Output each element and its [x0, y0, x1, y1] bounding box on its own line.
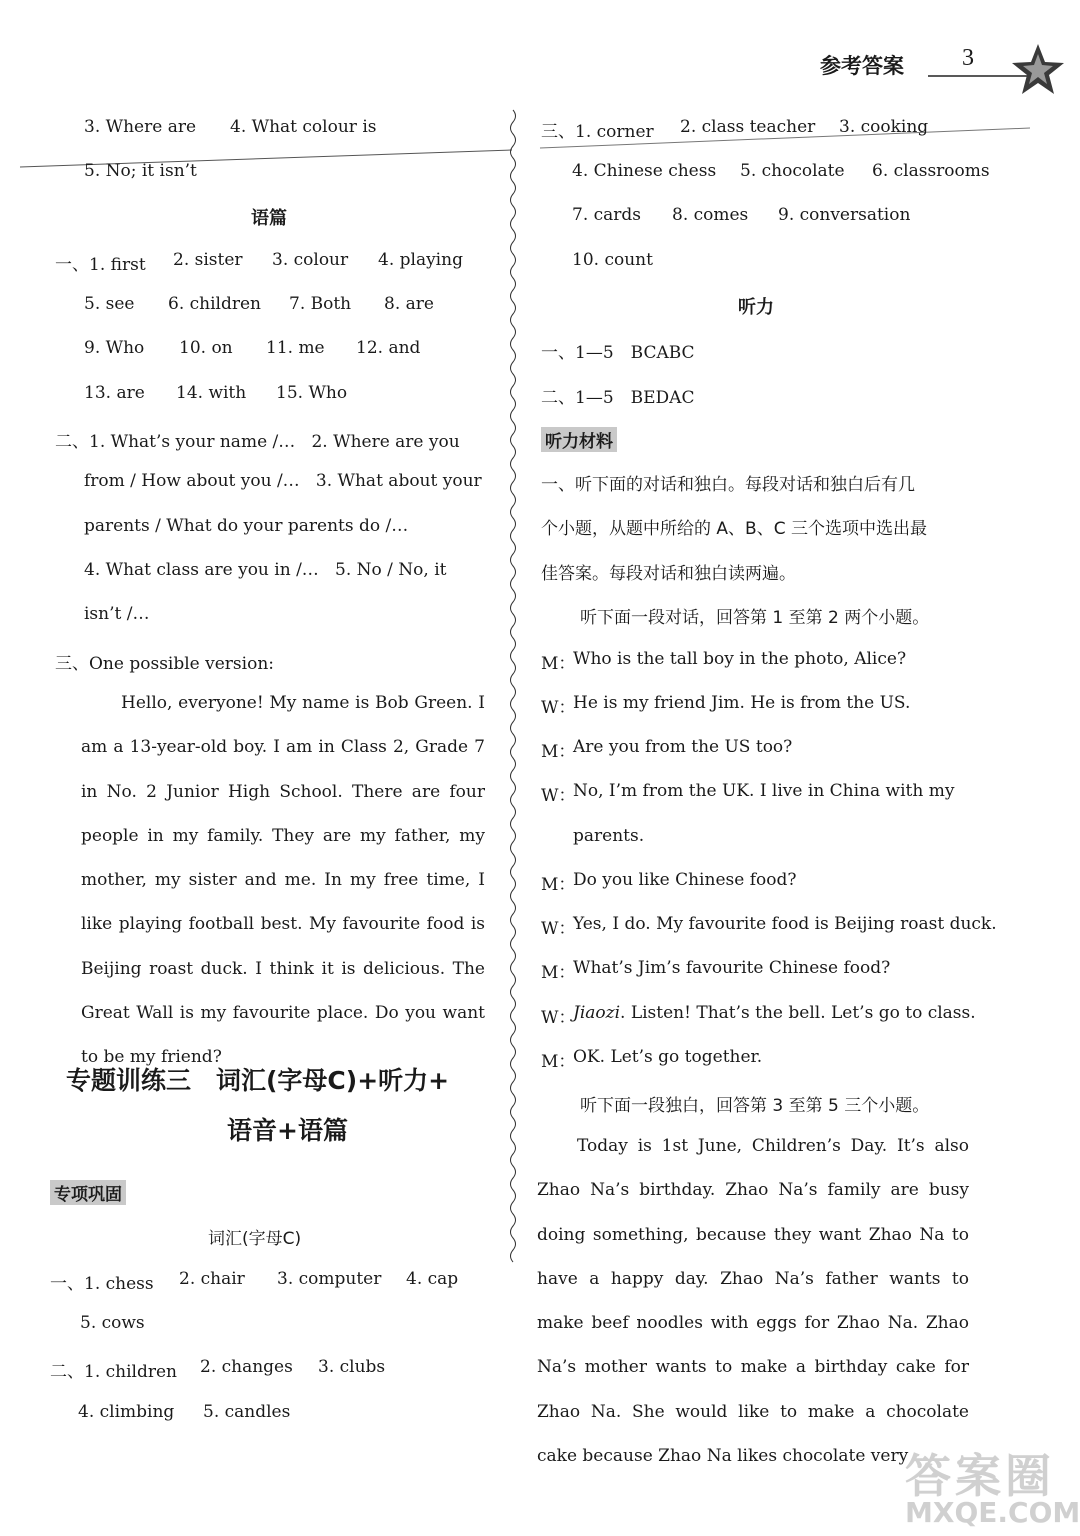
dialogue-speaker: W： [541, 919, 576, 939]
s1-item: 11. me [266, 338, 325, 358]
dialogue-speaker: W： [541, 1008, 576, 1028]
v3-item: 三、1. corner [541, 122, 654, 142]
v2-item: 2. changes [200, 1357, 293, 1377]
dialogue-speaker: W： [541, 786, 576, 806]
s1-item: 8. are [384, 294, 434, 314]
v3-item: 6. classrooms [872, 161, 990, 181]
dialogue-text: Are you from the US too? [573, 737, 793, 757]
s1-item: 15. Who [276, 383, 348, 403]
dialogue-text: OK. Let’s go together. [573, 1047, 763, 1067]
section-title-line1: 专题训练三 词汇(字母C)+听力+ [66, 1066, 450, 1095]
listening-material-label: 听力材料 [541, 427, 617, 452]
s1-item: 7. Both [289, 294, 352, 314]
answer-5: 5. No; it isn’t [84, 161, 197, 181]
v2-item: 5. candles [203, 1402, 291, 1422]
listening-answer: 一、1—5 BCABC [541, 343, 695, 363]
watermark-logo: 答案圈 [905, 1449, 1055, 1503]
dialogue-line [573, 1003, 976, 1023]
v3-item: 10. count [572, 250, 653, 270]
instruction-line: 个小题，从题中所给的 A、B、C 三个选项中选出最 [541, 519, 927, 539]
dialogue-speaker: M： [541, 963, 576, 983]
v3-item: 3. cooking [839, 117, 929, 137]
s1-item: 一、1. first [55, 255, 146, 275]
s1-item: 2. sister [173, 250, 243, 270]
dialogue-text: Yes, I do. My favourite food is Beijing roast duck. [573, 914, 997, 934]
consolidate-label: 专项巩固 [50, 1180, 126, 1205]
dialogue-italic-word: Jiaozi [573, 1003, 621, 1023]
dialogue-text: parents. [573, 826, 645, 846]
sample-essay: Hello, everyone! My name is Bob Green. I am a 13-year-old boy. I am in Class 2, Grade 7 in No. 2 Junior High School. There are four people in my family. They are my father, my mother, my sister and me. In my free time, I like playing football best. My favourite food is Beijing roast duck. I think it is delicious. The Great Wall is my favourite place. Do you want to be my friend? [81, 693, 485, 1068]
s2-line: parents / What do your parents do /… [84, 516, 409, 536]
s2-line: 4. What class are you in /… 5. No / No, it [84, 560, 447, 580]
dialogue-text: What’s Jim’s favourite Chinese food? [573, 958, 891, 978]
v3-item: 5. chocolate [740, 161, 845, 181]
yupian-heading: 语篇 [251, 208, 287, 229]
v1-item: 5. cows [80, 1313, 145, 1333]
v1-item: 2. chair [179, 1269, 245, 1289]
s1-item: 5. see [84, 294, 135, 314]
watermark-url: MXQE.COM [905, 1496, 1080, 1529]
dialogue-text: He is my friend Jim. He is from the US. [573, 693, 911, 713]
v2-item: 3. clubs [318, 1357, 386, 1377]
instruction-line: 一、听下面的对话和独白。每段对话和独白后有几 [541, 475, 915, 495]
s1-item: 12. and [356, 338, 421, 358]
dialogue-text: Who is the tall boy in the photo, Alice? [573, 649, 907, 669]
s1-item: 4. playing [378, 250, 463, 270]
star-icon [1012, 44, 1064, 94]
listening-heading: 听力 [738, 297, 774, 318]
v1-item: 4. cap [406, 1269, 459, 1289]
instruction-line: 佳答案。每段对话和独白读两遍。 [541, 564, 796, 584]
column-divider [511, 110, 516, 1262]
v1-item: 一、1. chess [50, 1274, 154, 1294]
dialogue-speaker: M： [541, 654, 576, 674]
s1-item: 10. on [179, 338, 233, 358]
header-title: 参考答案 [820, 54, 904, 78]
dialogue-text: . Listen! That’s the bell. Let’s go to class. [620, 1003, 976, 1023]
section-title-line2: 语音+语篇 [227, 1116, 348, 1145]
v2-item: 二、1. children [50, 1362, 177, 1382]
vocab-title: 词汇(字母C) [208, 1229, 302, 1249]
s2-line: from / How about you /… 3. What about your [84, 471, 482, 491]
v3-item: 4. Chinese chess [572, 161, 717, 181]
v3-item: 9. conversation [778, 205, 911, 225]
v3-item: 8. comes [672, 205, 749, 225]
s1-item: 6. children [168, 294, 261, 314]
dialogue-speaker: M： [541, 1052, 576, 1072]
v3-item: 2. class teacher [680, 117, 816, 137]
s3-label: 三、One possible version: [55, 654, 274, 674]
dialogue-speaker: W： [541, 698, 576, 718]
page-number: 3 [962, 45, 974, 71]
answer-3: 3. Where are [84, 117, 197, 137]
dialogue-text: Do you like Chinese food? [573, 870, 797, 890]
listening-answer: 二、1—5 BEDAC [541, 388, 695, 408]
v1-item: 3. computer [277, 1269, 382, 1289]
monologue-intro: 听下面一段独白，回答第 3 至第 5 三个小题。 [580, 1096, 930, 1116]
dialogue-intro: 听下面一段对话，回答第 1 至第 2 两个小题。 [580, 608, 930, 628]
s2-line: isn’t /… [84, 604, 150, 624]
monologue-text: Today is 1st June, Children’s Day. It’s also Zhao Na’s birthday. Zhao Na’s family are busy doing something, because they want Zhao Na to have a happy day. Zhao Na’s father wants to make beef noodles with eggs for Zhao Na. Zhao Na’s mother wants to make a birthday cake for Zhao Na. She would like to make a chocolate cake because Zhao Na likes chocolate very [537, 1136, 969, 1467]
s1-item: 13. are [84, 383, 145, 403]
v3-item: 7. cards [572, 205, 642, 225]
dialogue-speaker: M： [541, 875, 576, 895]
dialogue-text: No, I’m from the UK. I live in China with my [573, 781, 955, 801]
dialogue-speaker: M： [541, 742, 576, 762]
answer-4: 4. What colour is [230, 117, 377, 137]
v2-item: 4. climbing [78, 1402, 175, 1422]
s1-item: 9. Who [84, 338, 145, 358]
s2-line: 二、1. What’s your name /… 2. Where are you [55, 432, 460, 452]
s1-item: 3. colour [272, 250, 349, 270]
s1-item: 14. with [176, 383, 247, 403]
